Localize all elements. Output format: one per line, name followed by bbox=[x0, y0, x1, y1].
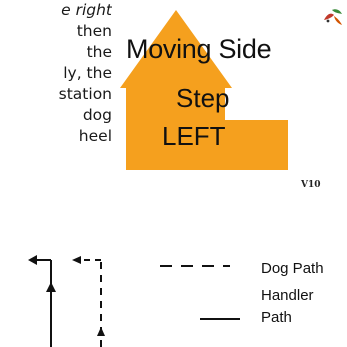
handler-approach bbox=[46, 282, 56, 347]
sign-line-left: LEFT bbox=[162, 121, 226, 151]
dog-arrow-up-icon bbox=[97, 327, 105, 336]
body-text-line: dog bbox=[82, 106, 112, 124]
akc-logo-icon bbox=[322, 6, 344, 26]
body-text bbox=[0, 0, 112, 190]
sign-title: Moving Side bbox=[126, 34, 272, 64]
handler-arrow-left-icon bbox=[28, 255, 37, 265]
body-text-line: then bbox=[76, 22, 112, 40]
legend-handler-path-label: Handler bbox=[261, 287, 314, 304]
body-text-line: heel bbox=[78, 127, 112, 145]
dog-arrow-left-icon bbox=[72, 256, 81, 264]
dog-path bbox=[72, 256, 105, 347]
handler-path bbox=[28, 255, 51, 347]
rally-sign bbox=[118, 0, 347, 195]
legend-handler-path-label-cont: Path bbox=[261, 309, 292, 326]
handler-arrow-up-icon bbox=[46, 282, 56, 292]
sign-version: V10 bbox=[301, 180, 321, 190]
body-text-line: station bbox=[58, 85, 112, 103]
body-text-line: the bbox=[86, 43, 112, 61]
body-text-line: ly, the bbox=[63, 64, 112, 82]
sign-arrow-graphic bbox=[118, 0, 347, 195]
sign-line-step: Step bbox=[176, 83, 230, 113]
legend-dog-path-label: Dog Path bbox=[261, 260, 324, 277]
body-text-line: e right bbox=[61, 1, 112, 19]
